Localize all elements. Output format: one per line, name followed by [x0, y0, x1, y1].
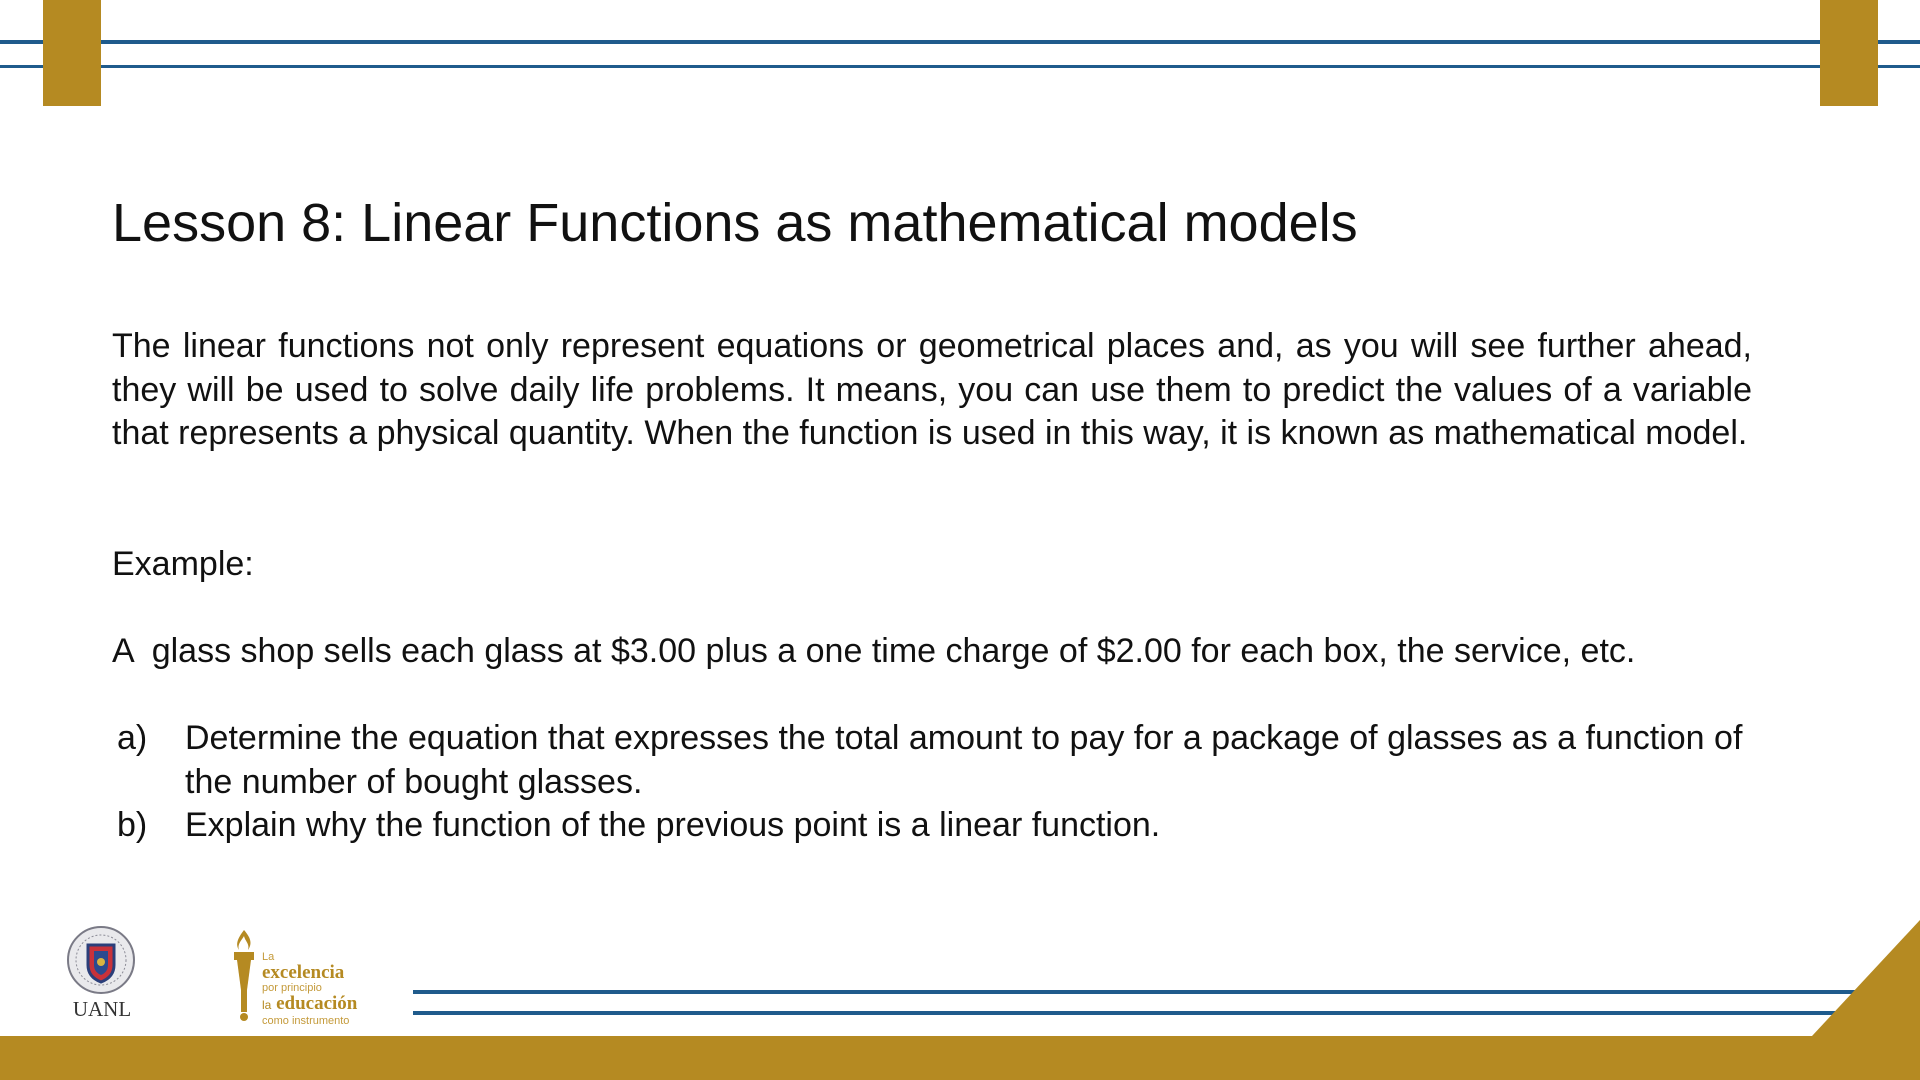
question-letter: b): [117, 806, 148, 844]
slide-title: Lesson 8: Linear Functions as mathematical models: [112, 193, 1358, 253]
top-blue-line-upper: [0, 40, 1920, 44]
motto-excelencia: excelencia: [262, 962, 345, 983]
bottom-blue-line-upper: [413, 990, 1883, 994]
motto-educacion: educación: [276, 993, 358, 1014]
top-right-gold-block: [1820, 0, 1878, 106]
intro-paragraph: The linear functions not only represent equations or geometrical places and, as you will see further ahead, they will be used to solve daily life problems. It means, you can use them to predict the values of a variable that represents a physical quantity. When the function is used in this way, it is known as mathematical model.: [112, 327, 1752, 452]
question-letter: a): [117, 719, 148, 757]
question-text: Determine the equation that expresses the total amount to pay for a package of glasses as a function of the number of bought glasses.: [185, 719, 1743, 801]
question-a: [112, 717, 1752, 804]
motto-por-principio: por principio: [262, 982, 322, 994]
question-b: [112, 804, 1752, 848]
bottom-gold-bar: [0, 1036, 1920, 1080]
bottom-blue-line-lower: [413, 1011, 1883, 1015]
example-label: Example:: [112, 545, 254, 583]
example-text: A glass shop sells each glass at $3.00 plus a one time charge of $2.00 for each box, the service, etc.: [112, 632, 1636, 670]
top-left-gold-block: [43, 0, 101, 106]
uanl-wordmark: UANL: [72, 997, 132, 1021]
motto-logo: [262, 951, 357, 1027]
motto-la: La: [262, 951, 275, 963]
uanl-seal-icon: [66, 925, 136, 995]
bottom-right-gold-triangle: [1812, 920, 1920, 1036]
motto-la2: la: [262, 998, 272, 1012]
motto-educacion-line: [262, 994, 357, 1015]
top-blue-line-lower: [0, 65, 1920, 68]
question-text: Explain why the function of the previous point is a linear function.: [185, 806, 1161, 844]
torch-icon: [229, 928, 259, 1023]
motto-como-instrumento: como instrumento: [262, 1015, 350, 1027]
